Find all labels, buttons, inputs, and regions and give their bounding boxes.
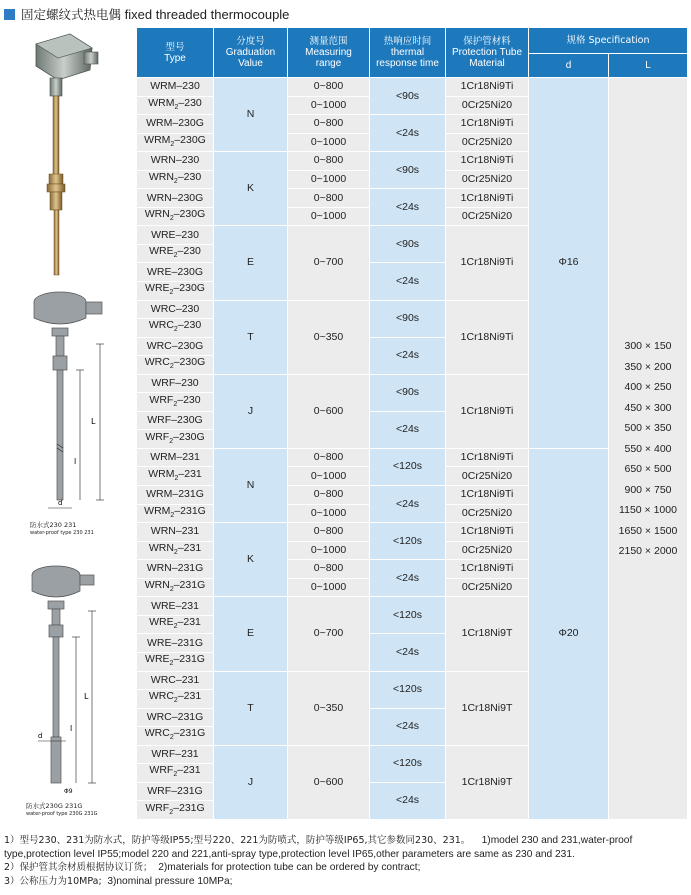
dim-l-label: l [74,457,77,466]
title-zh: 固定螺纹式热电偶 [21,7,122,22]
range-cell: 0~1000 [288,541,370,560]
thermocouple-photo [0,26,134,286]
type-subscript: 2 [169,437,174,445]
spec-table-body [137,78,688,820]
type-prefix: WRE [145,653,170,666]
note-3: 3）公称压力为10MPa; 3)nominal pressure 10MPa; [4,875,233,887]
response-cell: <120s [370,448,446,485]
range-cell: 0~800 [288,189,370,208]
type-prefix: WRE [149,616,174,629]
type-cell [137,393,214,412]
type-suffix: –230 [175,154,200,167]
response-cell: <24s [370,486,446,523]
material-cell: 1Cr18Ni9Ti [446,115,529,134]
material-cell: 0Cr25Ni20 [446,170,529,189]
type-subscript: 2 [169,363,174,371]
response-cell: <24s [370,337,446,374]
type-suffix: –231G [173,578,206,591]
range-cell: 0~800 [288,448,370,467]
range-cell: 0~350 [288,671,370,745]
L-value: 2150 × 2000 [618,545,678,557]
response-cell: <24s [370,782,446,819]
type-subscript: 2 [169,215,174,223]
type-suffix: –231 [177,764,201,777]
type-cell [137,486,214,505]
type-prefix: WRE [149,245,174,258]
header-L: L [609,54,688,78]
material-cell: 1Cr18Ni9Ti [446,523,529,542]
L-value: 550 × 400 [624,442,672,455]
type-subscript: 2 [169,660,174,668]
range-cell: 0~800 [288,560,370,579]
type-prefix: WRE [151,599,176,612]
type-prefix: WRF [149,764,174,777]
type-prefix: WRE [146,265,172,278]
range-cell: 0~1000 [288,96,370,115]
range-cell: 0~800 [288,78,370,97]
type-cell [137,226,214,245]
note-1: 1）型号230、231为防水式，防护等级IP55;型号220、221为防喷式，防护等级IP65,其它参数同230、231。 1)model 230 and 231,water-proof type,protection level IP55;model 220 and 221,anti-spray type,protection level IP65,other parameters are same as 230 and 231. [4,835,633,860]
range-cell: 0~800 [288,115,370,134]
type-prefix: WRF [151,377,176,390]
type-prefix: WRN [148,541,174,554]
L-value: 350 × 200 [624,360,672,373]
response-cell: <120s [370,745,446,782]
d-cell: Φ20 [529,448,609,819]
response-cell: <24s [370,634,446,671]
material-cell: 0Cr25Ni20 [446,541,529,560]
material-cell: 1Cr18Ni9Ti [446,300,529,374]
L-cell [609,78,688,820]
response-cell: <90s [370,226,446,263]
type-cell [137,615,214,634]
type-prefix: WRM [144,133,171,146]
type-prefix: WRM [148,467,175,480]
type-prefix: WRM [146,488,173,501]
type-suffix: –230 [175,228,199,241]
type-cell [137,690,214,709]
type-cell [137,634,214,653]
type-cell [137,560,214,579]
type-suffix: –231G [171,785,203,798]
response-cell: <24s [370,189,446,226]
type-cell [137,244,214,263]
type-suffix: –231 [177,616,201,629]
response-cell: <90s [370,78,446,115]
type-cell [137,430,214,449]
type-prefix: WRN [146,191,172,204]
type-prefix: WRC [146,710,172,723]
graduation-cell: N [214,448,288,522]
dim-d-label: d [58,499,63,507]
type-prefix: WRC [144,356,170,369]
material-cell: 0Cr25Ni20 [446,133,529,152]
type-cell [137,597,214,616]
type-suffix: –231 [175,599,199,612]
header-type: 型号 Type [137,28,214,78]
type-subscript: 2 [173,771,178,779]
type-prefix: WRF [149,393,174,406]
type-prefix: WRF [147,785,172,798]
type-cell [137,782,214,801]
graduation-cell: J [214,374,288,448]
dim-d-label-2: d [38,732,43,740]
header-d: d [529,54,609,78]
type-cell [137,170,214,189]
drawing-230G-231G [0,561,134,806]
caption-230-231 [30,521,94,537]
type-prefix: WRN [148,170,174,183]
title-en: fixed threaded thermocouple [124,6,290,22]
range-cell: 0~1000 [288,467,370,486]
type-prefix: WRF [151,747,176,760]
type-suffix: –230G [171,339,204,352]
type-cell [137,764,214,783]
type-suffix: –231G [171,636,204,649]
caption-230-231-en: water-proof type 230 231 [30,530,94,536]
type-cell [137,133,214,152]
type-cell [137,319,214,338]
graduation-cell: T [214,300,288,374]
type-suffix: –231 [178,467,202,480]
header-specification: 规格 Specification [529,28,688,54]
type-suffix: –230G [174,133,206,146]
type-suffix: –230 [177,170,202,183]
range-cell: 0~600 [288,745,370,819]
header-material: 保护管材料 Protection Tube Material [446,28,529,78]
material-cell: 0Cr25Ni20 [446,467,529,486]
type-subscript: 2 [170,140,175,148]
type-suffix: –230 [175,302,200,315]
L-value: 400 × 250 [624,381,672,393]
type-cell [137,96,214,115]
type-cell [137,300,214,319]
range-cell: 0~1000 [288,133,370,152]
type-cell [137,78,214,97]
type-cell [137,745,214,764]
range-cell: 0~700 [288,597,370,671]
type-prefix: WRN [146,562,172,575]
material-cell: 1Cr18Ni9Ti [446,226,529,300]
type-subscript: 2 [174,103,179,111]
type-prefix: WRC [150,673,176,686]
response-cell: <24s [370,115,446,152]
type-cell [137,282,214,301]
type-subscript: 2 [169,289,174,297]
header-response: 热响应时间 thermal response time [370,28,446,78]
type-suffix: –231 [175,747,199,760]
material-cell: 1Cr18Ni9Ti [446,152,529,171]
range-cell: 0~800 [288,486,370,505]
dim-L-label-2: L [84,692,89,701]
type-prefix: WRF [147,414,172,427]
type-prefix: WRF [145,430,170,443]
type-prefix: WRN [150,525,176,538]
material-cell: 1Cr18Ni9Ti [446,486,529,505]
type-cell [137,541,214,560]
type-suffix: –230 [177,393,201,406]
response-cell: <90s [370,374,446,411]
type-subscript: 2 [173,400,178,408]
d-cell: Φ16 [529,78,609,449]
type-prefix: WRN [144,208,170,221]
type-suffix: –230 [177,319,202,332]
note-2: 2）保护管其余材质根据协议订货； 2)materials for protection tube can be ordered by contract; [4,862,421,873]
response-cell: <90s [370,300,446,337]
response-cell: <120s [370,597,446,634]
type-suffix: –230G [173,208,206,221]
type-prefix: WRC [148,319,174,332]
type-cell [137,652,214,671]
graduation-cell: E [214,226,288,300]
type-cell [137,523,214,542]
type-suffix: –230G [173,430,205,443]
type-prefix: WRE [151,228,176,241]
material-cell: 1Cr18Ni9T [446,671,529,745]
type-suffix: –231G [171,710,204,723]
type-cell [137,263,214,282]
notes [4,834,688,888]
graduation-cell: K [214,152,288,226]
type-cell [137,337,214,356]
range-cell: 0~600 [288,374,370,448]
type-suffix: –231G [173,653,205,666]
type-subscript: 2 [169,586,174,594]
type-prefix: WRE [146,636,172,649]
type-cell [137,578,214,597]
range-cell: 0~1000 [288,578,370,597]
type-subscript: 2 [173,252,178,260]
L-list [609,78,687,562]
material-cell: 1Cr18Ni9Ti [446,78,529,97]
dim-L-label: L [91,417,96,426]
type-suffix: –231 [177,690,202,703]
material-cell: 0Cr25Ni20 [446,504,529,523]
type-cell [137,504,214,523]
type-cell [137,356,214,375]
type-suffix: –230G [171,265,204,278]
type-cell [137,708,214,727]
material-cell: 1Cr18Ni9Ti [446,448,529,467]
header-graduation: 分度号 Graduation Value [214,28,288,78]
type-cell [137,115,214,134]
type-prefix: WRF [145,801,170,814]
type-prefix: WRN [150,154,176,167]
type-prefix: WRM [150,80,177,93]
L-value: 1150 × 1000 [619,504,677,516]
response-cell: <120s [370,671,446,708]
type-suffix: –231 [175,525,200,538]
graduation-cell: K [214,523,288,597]
response-cell: <24s [370,708,446,745]
L-value: 300 × 150 [624,340,672,352]
type-suffix: –231G [172,488,204,501]
type-cell [137,207,214,226]
drawing-230-231 [0,284,134,524]
type-subscript: 2 [173,178,178,186]
range-cell: 0~1000 [288,504,370,523]
spec-table [136,27,688,820]
type-cell [137,671,214,690]
type-cell [137,448,214,467]
L-value: 450 × 300 [624,401,672,414]
type-subscript: 2 [173,623,178,631]
graduation-cell: N [214,78,288,152]
caption-230G-231G-zh: 防水式230G 231G [26,802,83,810]
type-prefix: WRE [145,282,170,295]
type-prefix: WRC [144,727,170,740]
type-prefix: WRC [146,339,172,352]
type-prefix: WRM [146,117,173,130]
caption-230G-231G [26,802,98,818]
type-suffix: –230G [171,191,204,204]
range-cell: 0~800 [288,152,370,171]
response-cell: <24s [370,560,446,597]
type-suffix: –230G [171,414,203,427]
type-suffix: –231G [173,801,205,814]
type-prefix: WRM [144,504,171,517]
response-cell: <24s [370,411,446,448]
material-cell: 0Cr25Ni20 [446,578,529,597]
header-range: 测量范围 Measuring range [288,28,370,78]
caption-230G-231G-en: water-proof type 230G 231G [26,811,98,817]
range-cell: 0~350 [288,300,370,374]
dim-phi-label: Φ9 [64,788,73,795]
type-suffix: –231 [176,451,200,464]
material-cell: 0Cr25Ni20 [446,207,529,226]
material-cell: 1Cr18Ni9T [446,597,529,671]
material-cell: 1Cr18Ni9Ti [446,560,529,579]
type-suffix: –231 [175,673,200,686]
type-cell [137,467,214,486]
range-cell: 0~1000 [288,170,370,189]
table-row [137,448,688,467]
type-subscript: 2 [174,474,179,482]
type-cell [137,801,214,820]
type-suffix: –230 [178,96,202,109]
L-value: 1650 × 1500 [618,524,678,537]
response-cell: <120s [370,523,446,560]
type-cell [137,189,214,208]
graduation-cell: J [214,745,288,819]
type-suffix: –230G [173,356,206,369]
type-suffix: –230G [172,117,204,130]
range-cell: 0~700 [288,226,370,300]
material-cell: 1Cr18Ni9T [446,745,529,819]
type-prefix: WRC [150,302,176,315]
type-cell [137,411,214,430]
graduation-cell: E [214,597,288,671]
L-value: 650 × 500 [624,463,672,475]
type-suffix: –231G [171,562,204,575]
type-subscript: 2 [173,697,178,705]
graduation-cell: T [214,671,288,745]
product-illustrations [0,26,134,826]
type-prefix: WRM [150,451,177,464]
type-suffix: –231 [177,541,202,554]
type-suffix: –230 [176,80,200,93]
table-row [137,78,688,97]
type-suffix: –231G [174,504,206,517]
type-subscript: 2 [173,548,178,556]
title-bullet [4,9,15,20]
type-cell [137,374,214,393]
type-prefix: WRC [148,690,174,703]
type-prefix: WRM [148,96,175,109]
type-subscript: 2 [169,734,174,742]
type-subscript: 2 [169,808,174,816]
type-subscript: 2 [170,511,175,519]
type-prefix: WRN [144,578,170,591]
L-value: 500 × 350 [624,422,672,434]
material-cell: 1Cr18Ni9Ti [446,374,529,448]
material-cell: 0Cr25Ni20 [446,96,529,115]
type-suffix: –230G [173,282,205,295]
material-cell: 1Cr18Ni9Ti [446,189,529,208]
response-cell: <90s [370,152,446,189]
page-title [4,4,289,24]
range-cell: 0~1000 [288,207,370,226]
L-value: 900 × 750 [624,483,672,496]
type-subscript: 2 [173,326,178,334]
dim-l-label-2: l [70,724,73,733]
type-suffix: –230 [175,377,199,390]
type-cell [137,727,214,746]
type-cell [137,152,214,171]
caption-230-231-zh: 防水式230 231 [30,521,77,529]
range-cell: 0~800 [288,523,370,542]
type-suffix: –230 [177,245,201,258]
type-suffix: –231G [173,727,206,740]
response-cell: <24s [370,263,446,300]
